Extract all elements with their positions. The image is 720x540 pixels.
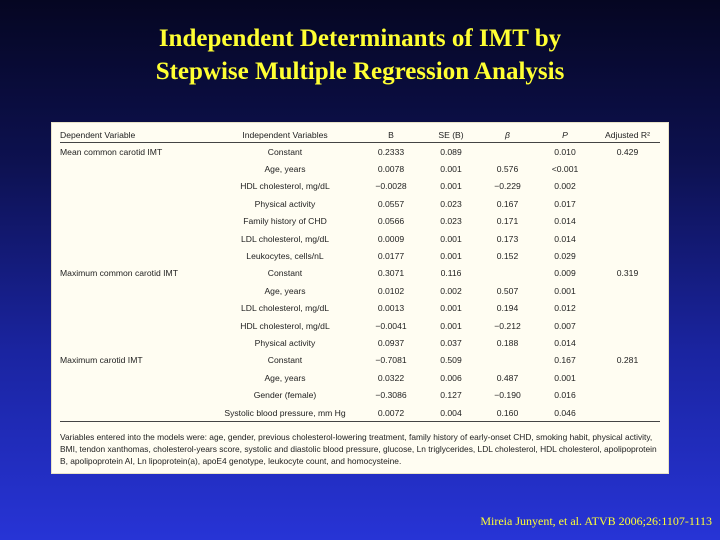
cell-independent: Age, years: [264, 164, 306, 175]
header-adjusted-r2: Adjusted R²: [595, 128, 660, 143]
cell-beta: 0.167: [496, 198, 519, 209]
cell-r2: [595, 230, 660, 247]
cell-r2: [595, 317, 660, 334]
cell-beta: −0.190: [494, 390, 521, 401]
cell-r2: [595, 386, 660, 403]
cell-se: 0.002: [440, 285, 462, 296]
cell-p: 0.016: [554, 390, 576, 401]
table-row: [60, 317, 660, 334]
cell-dependent: [60, 404, 210, 422]
cell-beta: [480, 352, 535, 369]
cell-r2: [595, 334, 660, 351]
cell-p: 0.001: [554, 285, 576, 296]
regression-table-panel: [51, 122, 669, 474]
cell-se: 0.001: [440, 320, 462, 331]
cell-se: 0.006: [440, 372, 462, 383]
cell-se: 0.037: [440, 337, 462, 348]
cell-r2: [595, 195, 660, 212]
cell-independent: Physical activity: [254, 198, 316, 209]
cell-r2: [595, 160, 660, 177]
header-se: SE (B): [422, 128, 480, 143]
cell-independent: Constant: [267, 268, 303, 279]
cell-b: −0.0028: [375, 181, 407, 192]
cell-independent: Age, years: [264, 372, 306, 383]
cell-dependent: Maximum common carotid IMT: [60, 268, 178, 279]
cell-se: 0.509: [440, 355, 462, 366]
table-row: [60, 178, 660, 195]
table-row: [60, 334, 660, 351]
cell-b: −0.3086: [375, 390, 407, 401]
cell-independent: LDL cholesterol, mg/dL: [240, 303, 330, 314]
cell-beta: −0.212: [494, 320, 521, 331]
cell-dependent: [60, 160, 210, 177]
cell-independent: Constant: [267, 146, 303, 157]
cell-independent: Leukocytes, cells/nL: [246, 251, 324, 262]
cell-independent: Gender (female): [253, 390, 317, 401]
cell-se: 0.127: [440, 390, 462, 401]
cell-dependent: [60, 213, 210, 230]
cell-se: 0.001: [440, 303, 462, 314]
cell-dependent: [60, 178, 210, 195]
cell-dependent: [60, 386, 210, 403]
cell-independent: Age, years: [264, 285, 306, 296]
cell-dependent: [60, 230, 210, 247]
cell-beta: 0.173: [496, 233, 519, 244]
cell-b: −0.0041: [375, 320, 407, 331]
cell-beta: 0.188: [496, 337, 519, 348]
title-line-2: Stepwise Multiple Regression Analysis: [155, 58, 565, 85]
cell-p: 0.046: [535, 404, 595, 422]
cell-p: 0.012: [554, 303, 576, 314]
cell-independent: HDL cholesterol, mg/dL: [240, 320, 330, 331]
cell-se: 0.001: [440, 251, 462, 262]
cell-beta: 0.194: [496, 303, 519, 314]
header-dependent-variable: Dependent Variable: [60, 128, 210, 143]
cell-beta: [480, 143, 535, 161]
header-p: P: [535, 128, 595, 143]
cell-beta: 0.160: [480, 404, 535, 422]
table-row: [60, 230, 660, 247]
citation: Mireia Junyent, et al. ATVB 2006;26:1107-1113: [480, 514, 712, 528]
cell-beta: −0.229: [494, 181, 521, 192]
cell-b: 0.3071: [377, 268, 405, 279]
table-row: [60, 282, 660, 299]
cell-p: 0.010: [554, 146, 576, 157]
cell-beta: [480, 265, 535, 282]
cell-independent: Family history of CHD: [243, 216, 327, 227]
cell-b: 0.0102: [377, 285, 405, 296]
cell-p: 0.029: [554, 251, 576, 262]
table-row: [60, 143, 660, 161]
cell-b: −0.7081: [375, 355, 407, 366]
cell-b: 0.0566: [377, 216, 405, 227]
cell-b: 0.0557: [377, 198, 405, 209]
regression-table: [60, 128, 660, 422]
table-header-row: [60, 128, 660, 143]
cell-se: 0.116: [440, 268, 462, 279]
table-row: [60, 160, 660, 177]
cell-beta: 0.152: [496, 251, 519, 262]
table-row: [60, 300, 660, 317]
cell-se: 0.004: [422, 404, 480, 422]
cell-se: 0.023: [440, 198, 462, 209]
cell-b: 0.0013: [377, 303, 405, 314]
table-row: [60, 352, 660, 369]
cell-dependent: Maximum carotid IMT: [60, 355, 143, 366]
header-independent-variables: Independent Variables: [210, 128, 360, 143]
cell-dependent: [60, 300, 210, 317]
cell-se: 0.023: [440, 216, 462, 227]
cell-se: 0.089: [440, 146, 462, 157]
table-row: [60, 195, 660, 212]
cell-r2: [595, 404, 660, 422]
cell-p: 0.007: [554, 320, 576, 331]
cell-dependent: [60, 317, 210, 334]
cell-r2: [595, 282, 660, 299]
cell-b: 0.2333: [377, 146, 405, 157]
table-row: [60, 369, 660, 386]
cell-p: 0.017: [554, 198, 576, 209]
cell-p: 0.001: [554, 372, 576, 383]
cell-b: 0.0009: [377, 233, 405, 244]
cell-dependent: [60, 247, 210, 264]
cell-beta: 0.171: [496, 216, 519, 227]
cell-p: 0.167: [554, 355, 576, 366]
header-b: B: [360, 128, 422, 143]
cell-p: 0.009: [554, 268, 576, 279]
cell-r2: 0.429: [616, 146, 639, 157]
cell-dependent: [60, 282, 210, 299]
cell-b: 0.0322: [377, 372, 405, 383]
cell-independent: Constant: [267, 355, 303, 366]
cell-p: 0.014: [554, 216, 576, 227]
cell-r2: [595, 247, 660, 264]
table-row: [60, 247, 660, 264]
slide-title: [0, 22, 720, 88]
cell-r2: 0.281: [616, 355, 639, 366]
cell-beta: 0.507: [496, 285, 519, 296]
table-row: [60, 213, 660, 230]
cell-p: 0.014: [554, 233, 576, 244]
cell-b: 0.0078: [377, 164, 405, 175]
cell-r2: [595, 213, 660, 230]
cell-beta: 0.487: [496, 372, 519, 383]
title-line-1: Independent Determinants of IMT by: [158, 25, 562, 52]
cell-dependent: [60, 334, 210, 351]
table-row: [60, 386, 660, 403]
cell-independent: Systolic blood pressure, mm Hg: [210, 404, 360, 422]
cell-b: 0.0177: [377, 251, 405, 262]
cell-independent: Physical activity: [254, 337, 316, 348]
cell-independent: LDL cholesterol, mg/dL: [240, 233, 330, 244]
cell-b: 0.0937: [377, 337, 405, 348]
cell-independent: HDL cholesterol, mg/dL: [240, 181, 330, 192]
cell-se: 0.001: [440, 164, 462, 175]
cell-p: 0.014: [554, 337, 576, 348]
header-beta: β: [480, 128, 535, 143]
cell-se: 0.001: [440, 181, 462, 192]
cell-r2: [595, 369, 660, 386]
cell-p: 0.002: [554, 181, 576, 192]
table-body: [60, 143, 660, 422]
table-row: [60, 404, 660, 422]
cell-dependent: Mean common carotid IMT: [60, 146, 163, 157]
table-row: [60, 265, 660, 282]
cell-dependent: [60, 369, 210, 386]
cell-p: <0.001: [551, 164, 579, 175]
cell-b: 0.0072: [360, 404, 422, 422]
cell-r2: [595, 178, 660, 195]
cell-r2: 0.319: [616, 268, 639, 279]
cell-se: 0.001: [440, 233, 462, 244]
cell-r2: [595, 300, 660, 317]
cell-dependent: [60, 195, 210, 212]
table-footnote: Variables entered into the models were: age, gender, previous cholesterol-lowering treatment, family history of early-onset CHD, smoking habit, physical activity, BMI, tendon xanthomas, cholesterol-years score, systolic and diastolic blood pressure, glucose, Ln triglycerides, LDL cholesterol, HDL cholesterol, apolipoprotein B, apolipoprotein AI, Ln lipoprotein(a), apoE4 genotype, leukocyte count, and homocysteine.: [60, 432, 657, 466]
cell-beta: 0.576: [496, 164, 519, 175]
